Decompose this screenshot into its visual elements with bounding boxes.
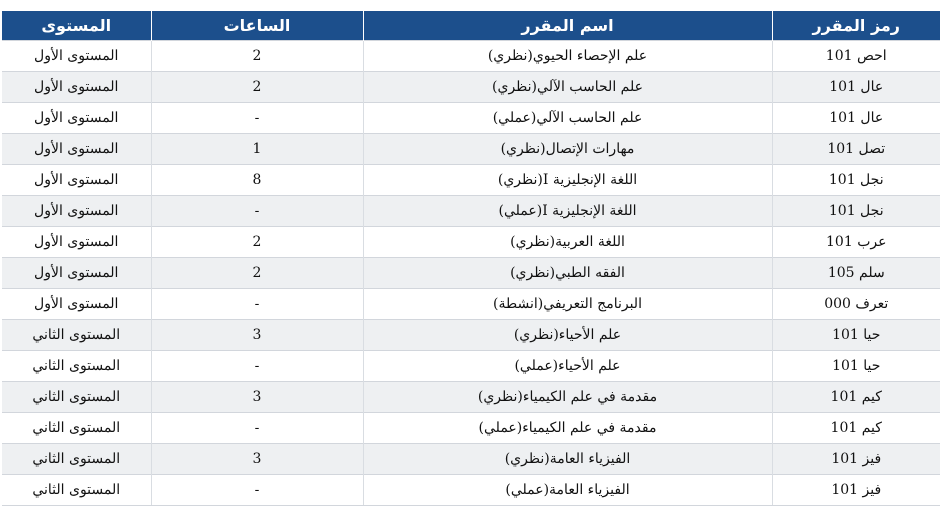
cell-level: المستوى الأول [2, 227, 151, 258]
cell-level: المستوى الأول [2, 196, 151, 227]
cell-level: المستوى الثاني [2, 382, 151, 413]
cell-course-name: علم الحاسب الآلي(نظري) [363, 72, 772, 103]
cell-level: المستوى الأول [2, 103, 151, 134]
cell-level: المستوى الثاني [2, 320, 151, 351]
table-row [2, 165, 940, 196]
cell-course-name: الفقه الطبي(نظري) [363, 258, 772, 289]
cell-hours: - [151, 413, 363, 444]
cell-hours: 2 [151, 258, 363, 289]
cell-level: المستوى الثاني [2, 475, 151, 506]
cell-course-code: فيز 101 [772, 444, 940, 475]
cell-course-name: اللغة الإنجليزية I(نظري) [363, 165, 772, 196]
cell-course-code: نجل 101 [772, 196, 940, 227]
table-row [2, 444, 940, 475]
cell-course-name: علم الأحياء(عملي) [363, 351, 772, 382]
cell-level: المستوى الأول [2, 72, 151, 103]
cell-course-code: عال 101 [772, 103, 940, 134]
cell-level: المستوى الأول [2, 258, 151, 289]
cell-hours: 8 [151, 165, 363, 196]
cell-hours: - [151, 196, 363, 227]
table-row [2, 196, 940, 227]
header-hours: الساعات [151, 11, 363, 41]
table-header [2, 11, 940, 41]
cell-level: المستوى الثاني [2, 413, 151, 444]
cell-course-name: علم الأحياء(نظري) [363, 320, 772, 351]
course-table [2, 11, 940, 506]
cell-course-code: عرب 101 [772, 227, 940, 258]
cell-hours: 1 [151, 134, 363, 165]
cell-course-name: مقدمة في علم الكيمياء(عملي) [363, 413, 772, 444]
cell-level: المستوى الأول [2, 134, 151, 165]
table-row [2, 289, 940, 320]
cell-course-name: الفيزياء العامة(نظري) [363, 444, 772, 475]
cell-course-code: عال 101 [772, 72, 940, 103]
cell-hours: 3 [151, 320, 363, 351]
table-row [2, 227, 940, 258]
cell-course-code: تعرف 000 [772, 289, 940, 320]
cell-course-code: كيم 101 [772, 382, 940, 413]
cell-level: المستوى الثاني [2, 444, 151, 475]
table-row [2, 41, 940, 72]
cell-hours: - [151, 351, 363, 382]
cell-course-name: مهارات الإتصال(نظري) [363, 134, 772, 165]
table-row [2, 103, 940, 134]
table-row [2, 382, 940, 413]
table-row [2, 134, 940, 165]
cell-course-code: كيم 101 [772, 413, 940, 444]
header-course-code: رمز المقرر [772, 11, 940, 41]
table-row [2, 258, 940, 289]
table-row [2, 320, 940, 351]
header-row [2, 11, 940, 41]
cell-level: المستوى الأول [2, 165, 151, 196]
cell-course-name: الفيزياء العامة(عملي) [363, 475, 772, 506]
cell-course-name: البرنامج التعريفي(انشطة) [363, 289, 772, 320]
cell-hours: - [151, 103, 363, 134]
cell-course-code: فيز 101 [772, 475, 940, 506]
cell-hours: 2 [151, 72, 363, 103]
cell-course-name: علم الإحصاء الحيوي(نظري) [363, 41, 772, 72]
cell-course-code: حيا 101 [772, 320, 940, 351]
cell-course-code: حيا 101 [772, 351, 940, 382]
header-level: المستوى [2, 11, 151, 41]
table-row [2, 72, 940, 103]
cell-hours: 3 [151, 382, 363, 413]
cell-hours: - [151, 289, 363, 320]
cell-level: المستوى الثاني [2, 351, 151, 382]
table-row [2, 475, 940, 506]
cell-course-name: مقدمة في علم الكيمياء(نظري) [363, 382, 772, 413]
cell-course-code: تصل 101 [772, 134, 940, 165]
cell-course-name: علم الحاسب الآلي(عملي) [363, 103, 772, 134]
cell-course-name: اللغة العربية(نظري) [363, 227, 772, 258]
table-row [2, 413, 940, 444]
table-body [2, 41, 940, 506]
cell-hours: 3 [151, 444, 363, 475]
cell-course-name: اللغة الإنجليزية I(عملي) [363, 196, 772, 227]
cell-course-code: نجل 101 [772, 165, 940, 196]
cell-hours: 2 [151, 227, 363, 258]
cell-course-code: سلم 105 [772, 258, 940, 289]
cell-hours: 2 [151, 41, 363, 72]
table-row [2, 351, 940, 382]
cell-hours: - [151, 475, 363, 506]
cell-level: المستوى الأول [2, 41, 151, 72]
cell-level: المستوى الأول [2, 289, 151, 320]
cell-course-code: احص 101 [772, 41, 940, 72]
header-course-name: اسم المقرر [363, 11, 772, 41]
